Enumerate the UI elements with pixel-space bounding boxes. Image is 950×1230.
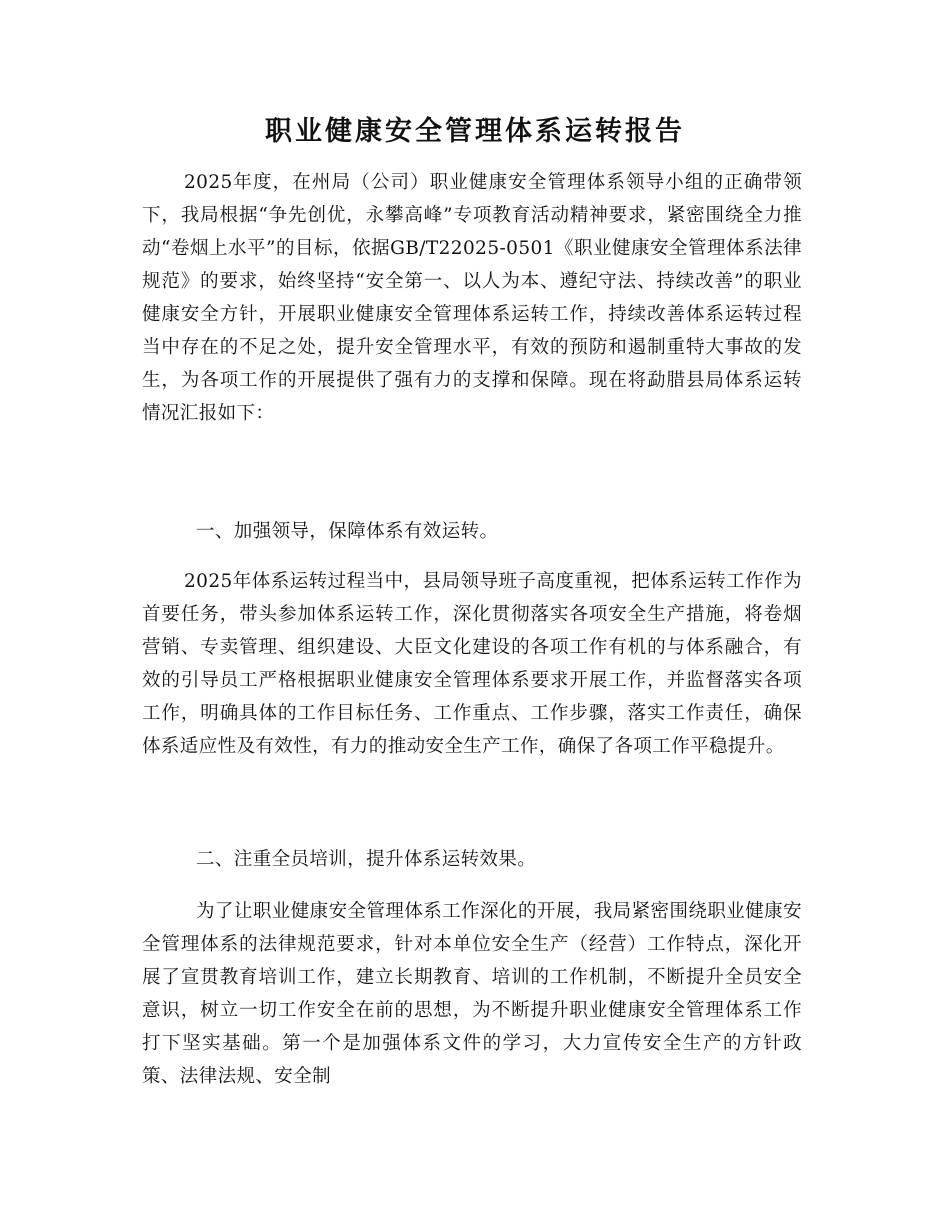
section-heading-2: 二、注重全员培训，提升体系运转效果。 [196, 849, 537, 870]
section-heading-1: 一、加强领导，保障体系有效运转。 [196, 521, 499, 542]
document-title: 职业健康安全管理体系运转报告 [265, 116, 685, 147]
paragraph-section-1: 2025年体系运转过程当中，县局领导班子高度重视，把体系运转工作作为首要任务，带头参加体系运转工作，深化贯彻落实各项安全生产措施，将卷烟营销、专卖管理、组织建设、大臣文化建设的各项工作有机的与体系融合，有效的引导员工严格根据职业健康安全管理体系要求开展工作，并监督落实各项工作，明确具体的工作目标任务、工作重点、工作步骤，落实工作责任，确保体系适应性及有效性，有力的推动安全生产工作，确保了各项工作平稳提升。 [142, 571, 802, 757]
paragraph-section-2: 为了让职业健康安全管理体系工作深化的开展，我局紧密围绕职业健康安全管理体系的法律规范要求，针对本单位安全生产（经营）工作特点，深化开展了宣贯教育培训工作，建立长期教育、培训的工作机制，不断提升全员安全意识，树立一切工作安全在前的思想，为不断提升职业健康安全管理体系工作打下坚实基础。第一个是加强体系文件的学习，大力宣传安全生产的方针政策、法律法规、安全制 [142, 901, 802, 1087]
paragraph-intro: 2025年度，在州局（公司）职业健康安全管理体系领导小组的正确带领下，我局根据“争先创优，永攀高峰”专项教育活动精神要求，紧密围绕全力推动“卷烟上水平”的目标，依据GB/T22025-0501《职业健康安全管理体系法律规范》的要求，始终坚持“安全第一、以人为本、遵纪守法、持续改善”的职业健康安全方针，开展职业健康安全管理体系运转工作，持续改善体系运转过程当中存在的不足之处，提升安全管理水平，有效的预防和遏制重特大事故的发生，为各项工作的开展提供了强有力的支撑和保障。现在将勐腊县局体系运转情况汇报如下： [142, 172, 802, 424]
